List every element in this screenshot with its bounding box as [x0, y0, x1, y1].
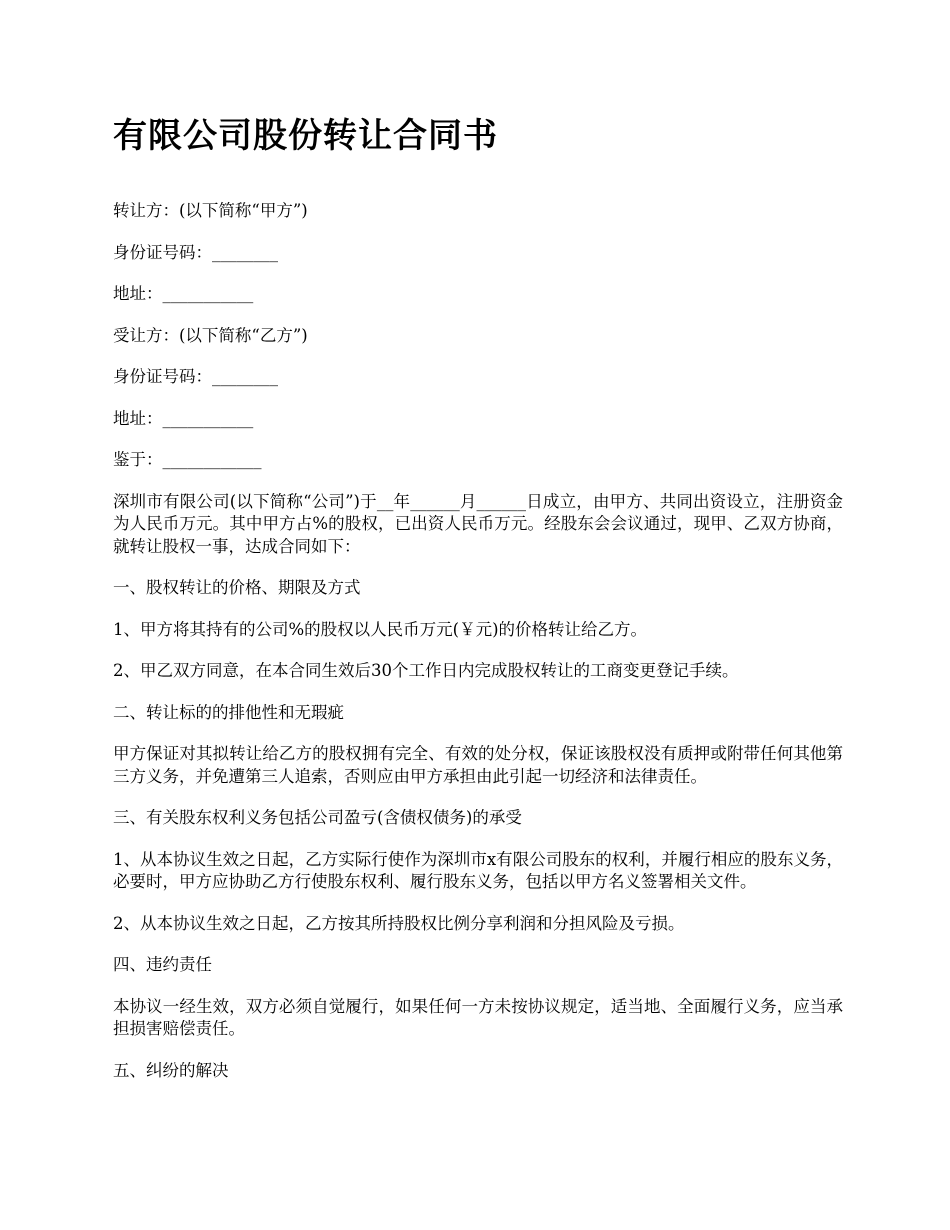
clause-4: 本协议一经生效，双方必须自觉履行，如果任何一方未按协议规定，适当地、全面履行义务，应当承担损害赔偿责任。	[113, 996, 843, 1038]
section-heading-3: 三、有关股东权利义务包括公司盈亏(含债权债务)的承受	[113, 808, 522, 827]
section-heading-4: 四、违约责任	[113, 955, 212, 974]
transferor-line: 转让方：(以下简称“甲方”)	[113, 201, 308, 220]
transferor-id-line: 身份证号码：________	[113, 242, 278, 262]
clause-1-1: 1、甲方将其持有的公司%的股权以人民币万元(￥元)的价格转让给乙方。	[113, 619, 648, 639]
section-heading-5: 五、纠纷的解决	[113, 1060, 229, 1080]
section-heading-1: 一、股权转让的价格、期限及方式	[113, 578, 361, 597]
transferee-id-line: 身份证号码：________	[113, 367, 278, 386]
transferor-address-line: 地址：___________	[113, 284, 254, 303]
clause-1-2: 2、甲乙双方同意，在本合同生效后30个工作日内完成股权转让的工商变更登记手续。	[113, 661, 739, 680]
clause-3-2: 2、从本协议生效之日起，乙方按其所持股权比例分享利润和分担风险及亏损。	[113, 913, 685, 933]
whereas-line: 鉴于：____________	[113, 450, 262, 469]
preamble-paragraph: 深圳市有限公司(以下简称“公司”)于__年______月______日成立，由甲方、共同出资设立，注册资金为人民币万元。其中甲方占%的股权，已出资人民币万元。经股东会会议通过，现甲、乙双方协商，就转让股权一事，达成合同如下：	[113, 491, 843, 556]
section-heading-2: 二、转让标的的排他性和无瑕疵	[113, 702, 344, 722]
document-page	[113, 112, 843, 1101]
clause-2: 甲方保证对其拟转让给乙方的股权拥有完全、有效的处分权，保证该股权没有质押或附带任何其他第三方义务，并免遭第三人追索，否则应由甲方承担由此引起一切经济和法律责任。	[113, 744, 843, 786]
clause-3-1: 1、从本协议生效之日起，乙方实际行使作为深圳市x有限公司股东的权利，并履行相应的股东义务，必要时，甲方应协助乙方行使股东权利、履行股东义务，包括以甲方名义签署相关文件。	[113, 849, 843, 891]
document-title: 有限公司股份转让合同书	[113, 116, 498, 156]
transferee-address-line: 地址：___________	[113, 408, 254, 428]
transferee-line: 受让方：(以下简称“乙方”)	[113, 325, 308, 345]
